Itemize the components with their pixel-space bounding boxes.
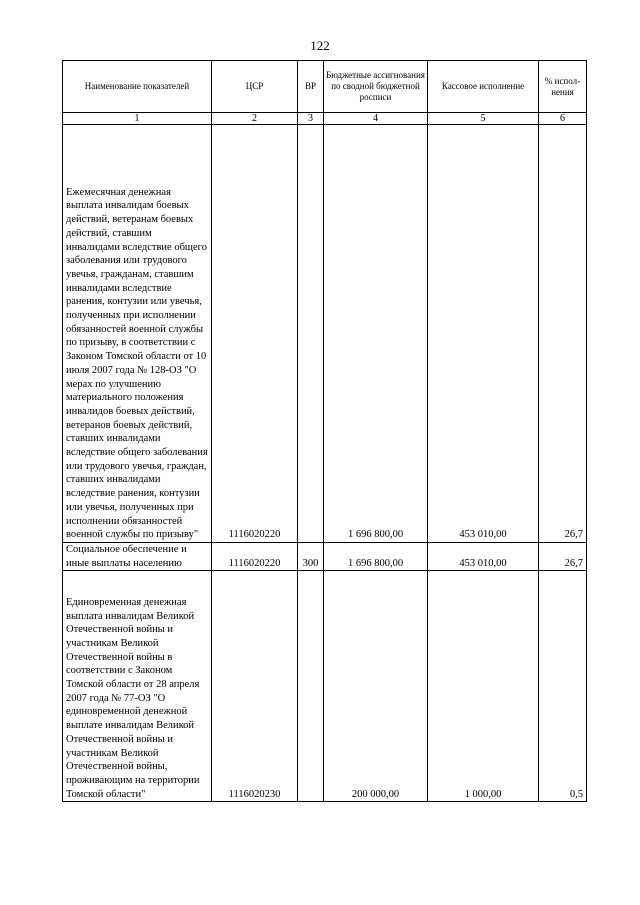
row-csr: 1116020230 (212, 571, 298, 802)
page-number: 122 (310, 38, 330, 53)
table-row (63, 543, 587, 571)
row-cash-execution: 453 010,00 (428, 543, 539, 571)
table-row (63, 125, 587, 543)
row-vr: 300 (298, 543, 324, 571)
row-execution-percent: 26,7 (539, 125, 587, 543)
column-number-row (63, 113, 587, 125)
row-indicator-name: Ежемесячная денежная выплата инвалидам боевых действий, ветеранам боевых действий, ставшим инвалидами вследствие общего заболевания или трудового увечья, гражданам, ставшим инвалидами вследствие ранения, контузии или увечья, полученных при исполнении обязанностей военной службы по призыву, в соответствии с Законом Томской области от 10 июля 2007 года № 128-ОЗ "О мерах по улучшению материального положения инвалидов боевых действий, ветеранов боевых действий, ставших инвалидами вследствие общего заболевания или трудового увечья, граждан, ставших инвалидами вследствие ранения, контузии или увечья, полученных при исполнении обязанностей военной службы по призыву" (63, 125, 212, 543)
header-csr: ЦСР (212, 61, 298, 113)
column-number: 4 (324, 113, 428, 125)
row-budget-assignments: 1 696 800,00 (324, 543, 428, 571)
column-number: 1 (63, 113, 212, 125)
column-number: 3 (298, 113, 324, 125)
header-budget-assignments: Бюджетные ассигнования по сводной бюджетной росписи (324, 61, 428, 113)
header-vr: ВР (298, 61, 324, 113)
header-cash-execution: Кассовое исполнение (428, 61, 539, 113)
row-csr: 1116020220 (212, 125, 298, 543)
column-number: 5 (428, 113, 539, 125)
row-budget-assignments: 200 000,00 (324, 571, 428, 802)
row-budget-assignments: 1 696 800,00 (324, 125, 428, 543)
budget-execution-table (62, 60, 587, 802)
column-number: 2 (212, 113, 298, 125)
row-vr (298, 571, 324, 802)
row-execution-percent: 0,5 (539, 571, 587, 802)
row-execution-percent: 26,7 (539, 543, 587, 571)
column-number: 6 (539, 113, 587, 125)
table-row (63, 571, 587, 802)
header-row (63, 61, 587, 113)
header-execution-percent: % испол-нения (539, 61, 587, 113)
row-indicator-name: Социальное обеспечение и иные выплаты населению (63, 543, 212, 571)
header-indicator-name: Наименование показателей (63, 61, 212, 113)
row-indicator-name: Единовременная денежная выплата инвалидам Великой Отечественной войны и участникам Великой Отечественной войны в соответствии с Законом Томской области от 28 апреля 2007 года № 77-ОЗ "О единовременной денежной выплате инвалидам Великой Отечественной войны и участникам Великой Отечественной войны, проживающим на территории Томской области" (63, 571, 212, 802)
row-cash-execution: 1 000,00 (428, 571, 539, 802)
row-vr (298, 125, 324, 543)
row-csr: 1116020220 (212, 543, 298, 571)
row-cash-execution: 453 010,00 (428, 125, 539, 543)
